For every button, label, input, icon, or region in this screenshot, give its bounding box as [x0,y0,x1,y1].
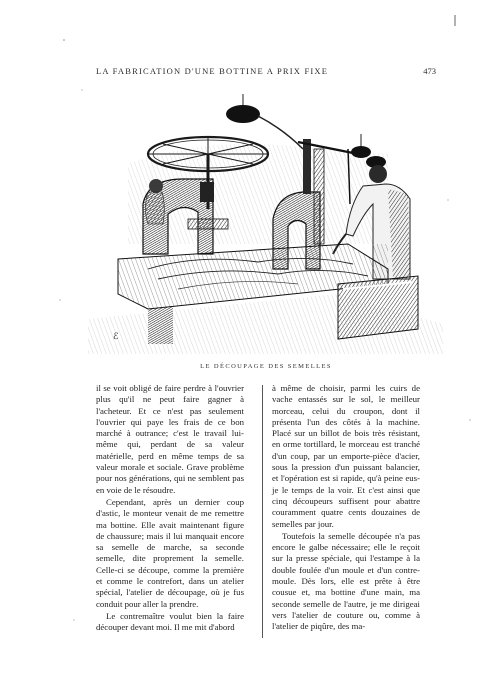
hanging-lamp [226,94,303,149]
paragraph: à même de choisir, parmi les cuirs de vache entassés sur le sol, le meilleur morceau, celui du croupon, dont il présenta l'un des côtés à la machine. Placé sur un billot de bois très résistant, en orme tortillard, le morceau est tranché d'un coup, par un emporte-pièce d'acier, sous la pression d'un puissant balancier, et l'opération est si rapide, qu'à peine eus-je le temps de la voir. Et c'est ainsi que cinq découpeurs suffisent pour abattre couramment quatre cents douzaines de semelles par jour. [272,383,420,529]
engraver-monogram: ℰ [113,331,119,341]
engraving-illustration [88,94,443,354]
figure-caption: LE DÉCOUPAGE DES SEMELLES [200,363,332,370]
text-column-left [96,383,244,634]
running-title: LA FABRICATION D'UNE BOTTINE A PRIX FIXE [96,66,329,76]
sole-cutting-workshop-engraving [88,94,443,354]
running-head [96,66,436,76]
text-column-right [272,383,420,633]
paragraph: il se voit obligé de faire perdre à l'ouvrier plus qu'il ne peut faire gagner à l'acheteur. Et ce n'est pas seulement l'ouvrier qui paye les frais de ce bon marché à outrance; c'est le travail lui-même qui, perdant de sa valeur matérielle, perd en même temps de sa valeur morale et sociale. Grave problème pour nos générations, qui ne semblent pas en voie de le résoudre. [96,383,244,495]
hanging-lamp-right [351,134,371,158]
paragraph: Le contremaître voulut bien la faire découper devant moi. Il me mit d'abord [96,610,244,633]
paragraph: Cependant, après un dernier coup d'astic, le monteur venait de me remettre ma bottine. Elle avait maintenant figure de chaussure; mais il lui manquait encore sa semelle de marche, sa seconde semelle, dite proprement la semelle. Celle-ci se découpe, comme la première et comme le contrefort, dans un atelier spécial, l'atelier de découpage, où je fus conduit pour aller la prendre. [96,496,244,609]
paragraph: Toutefois la semelle découpée n'a pas encore le galbe nécessaire; elle le reçoit sur la presse spéciale, qui l'estampe à la double foulée d'un moule et d'un contre-moule. Dès lors, elle est prête à être cousue et, ma bottine d'une main, ma seconde semelle de l'autre, je me dirigeai vers l'atelier de couture ou, comme à l'atelier de piqûre, des ma- [272,530,420,632]
column-divider [262,385,263,638]
page-number: 473 [423,66,436,76]
